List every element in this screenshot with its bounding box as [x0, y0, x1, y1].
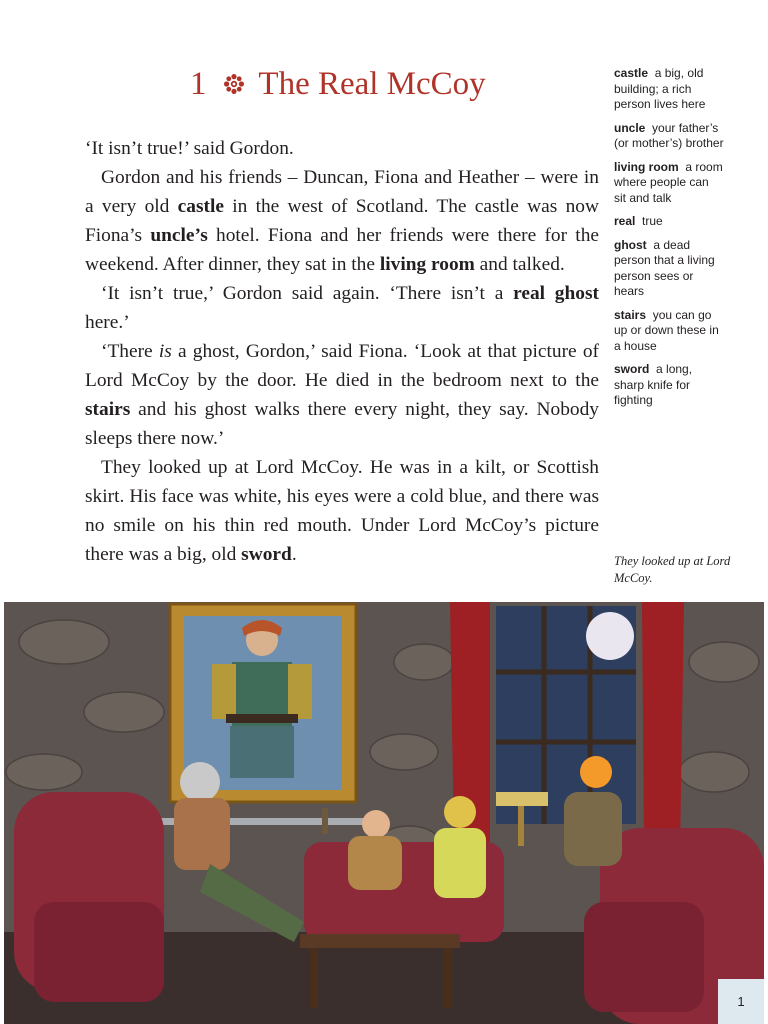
glossary-definition: your father’s (or mother’s) brother: [614, 120, 724, 150]
glossary-term: stairs: [614, 307, 647, 322]
glossary-term: uncle: [614, 120, 646, 135]
paragraph-2: [85, 163, 599, 279]
keyword-stairs: stairs: [85, 399, 131, 420]
keyword-castle: castle: [177, 196, 224, 217]
living-room-illustration: [4, 602, 764, 1024]
keyword-uncle: uncle’s: [150, 225, 208, 246]
text: They looked up at Lord McCoy. He was in a kilt, or Scottish skirt. His face was white, his eyes were a cold blue, and there was no smile on his thin red mouth. Under Lord McCoy’s picture there was a big, old: [85, 457, 599, 565]
glossary-term: castle: [614, 66, 649, 80]
glossary-entry: [614, 160, 724, 207]
page-number: 1: [718, 979, 764, 1024]
text: in the west of Scotland. The castle was now Fiona’s: [85, 196, 599, 246]
glossary-definition: a room where people can sit and talk: [614, 159, 723, 205]
glossary-definition: a dead person that a living person sees or hears: [614, 237, 715, 298]
paragraph-4: [85, 337, 599, 453]
keyword-sword: sword: [241, 544, 292, 565]
glossary-term: ghost: [614, 237, 647, 252]
glossary-definition: a big, old building; a rich person lives here: [614, 66, 706, 111]
text: ‘It isn’t true!’ said Gordon.: [85, 138, 294, 159]
glossary-term: living room: [614, 159, 679, 174]
paragraph-5: [85, 453, 599, 569]
chapter-number: 1: [190, 66, 207, 102]
glossary-definition: you can go up or down these in a house: [614, 307, 719, 353]
glossary-entry: [614, 362, 724, 409]
glossary-entry: [614, 121, 724, 152]
chapter-title-text: The Real McCoy: [258, 66, 486, 102]
glossary: [614, 66, 724, 417]
glossary-definition: true: [642, 214, 663, 228]
glossary-entry: [614, 238, 724, 300]
flower-ornament-icon: [223, 73, 245, 95]
keyword-living-room: living room: [379, 254, 475, 275]
chapter-title: [190, 66, 486, 103]
text: ‘It isn’t true,’ Gordon said again. ‘There isn’t a: [101, 283, 514, 304]
glossary-term: sword: [614, 362, 650, 376]
story-text: [85, 134, 599, 569]
glossary-term: real: [614, 214, 636, 228]
paragraph-3: [85, 279, 599, 337]
text: .: [291, 544, 297, 565]
emphasis-is: is: [158, 341, 172, 362]
text: a ghost, Gordon,’ said Fiona. ‘Look at that picture of Lord McCoy by the door. He died in the bedroom next to the: [85, 341, 599, 391]
paragraph-1: [85, 134, 599, 163]
text: hotel. Fiona and her friends were there for the weekend. After dinner, they sat in the: [85, 225, 599, 275]
text: ‘There: [101, 341, 159, 362]
glossary-entry: [614, 308, 724, 355]
text: Gordon and his friends – Duncan, Fiona and Heather – were in a very old: [85, 167, 599, 217]
text: and his ghost walks there every night, they say. Nobody sleeps there now.’: [85, 399, 599, 449]
keyword-real-ghost: real ghost: [513, 283, 599, 304]
glossary-entry: [614, 214, 724, 230]
illustration-caption: They looked up at Lord McCoy.: [614, 554, 731, 585]
text: here.’: [85, 312, 130, 333]
text: and talked.: [474, 254, 565, 275]
glossary-definition: a long, sharp knife for fighting: [614, 362, 693, 407]
glossary-entry: [614, 66, 724, 113]
